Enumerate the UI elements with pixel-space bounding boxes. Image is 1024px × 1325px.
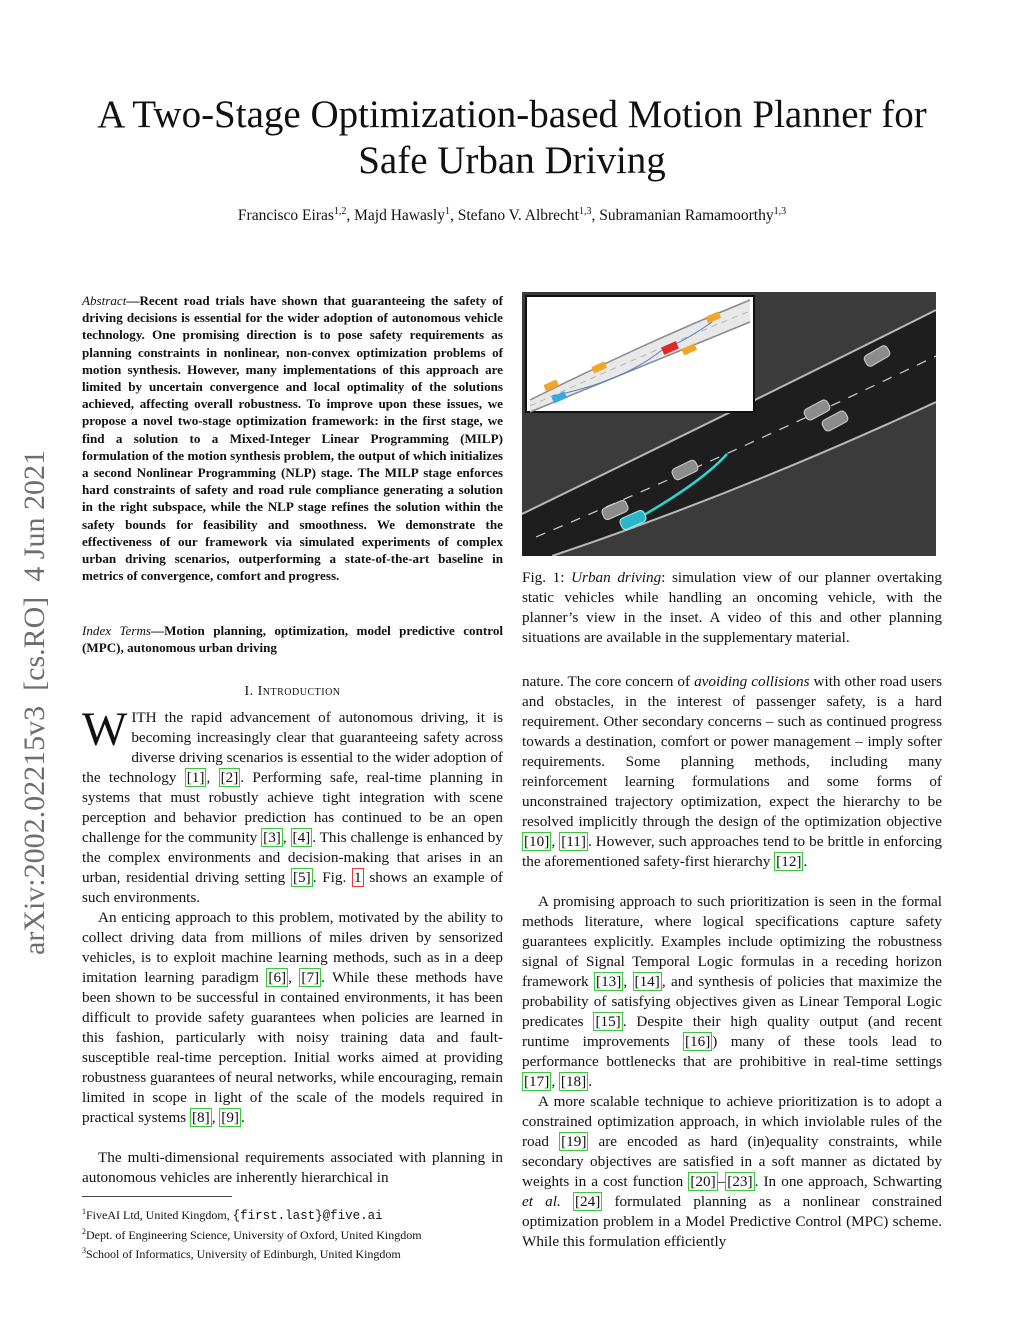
figure-urban-driving <box>522 292 936 556</box>
simulation-view <box>522 292 936 556</box>
citation-link[interactable]: [9] <box>221 1109 239 1126</box>
email-address: {first.last}@five.ai <box>232 1209 383 1223</box>
author-name: Majd Hawasly <box>354 207 445 225</box>
paper-title: A Two-Stage Optimization-based Motion Planner for Safe Urban Driving <box>97 93 927 182</box>
figure-caption: Fig. 1: Urban driving: simulation view of our planner overtaking static vehicles while handling an oncoming vehicle, with the planner’s view in the inset. A video of this and other planning situations are available in the supplementary material. <box>522 569 942 646</box>
citation-link[interactable]: [18] <box>560 1073 587 1090</box>
section-heading: I. Introduction <box>244 684 341 699</box>
footnote: $^1$FiveAI Ltd, United Kingdom, {first.last}@five.ai <box>82 1207 383 1223</box>
intro-paragraph-5: A promising approach to such prioritization is seen in the formal methods literature, where logical specifications capture safety guarantees explicitly. Examples include optimizing the robustness signal of Signal Temporal Logic formulas in a receding horizon framework [13] , [14] , and synthesis of policies that maximize the probability of satisfying objectives given as Linear Temporal Logic predicates [15] . Despite their high quality output (and recent runtime improvements [16] ) many of these tools lead to performance bottlenecks that are prohibitive in real-time settings [17] , [18] . <box>522 893 943 1090</box>
intro-paragraph-3: The multi-dimensional requirements associated with planning in autonomous vehicles are inherently hierarchical in <box>82 1149 503 1186</box>
abstract: Abstract—Recent road trials have shown that guaranteeing the safety of driving decisions is essential for the wider adoption of autonomous vehicle technology. One promising direction is to pose safety requirements as planning constraints in nonlinear, non-convex optimization problems of motion synthesis. However, many implementations of this approach are limited by uncertain convergence and local optimality of the solutions achieved, affecting overall robustness. To improve upon these issues, we propose a novel two-stage optimization framework: in the first stage, we find a solution to a Mixed-Integer Linear Programming (MILP) formulation of the motion synthesis problem, the output of which initializes a second Nonlinear Programming (NLP) stage. The MILP stage enforces hard constraints of safety and road rule compliance generating a solution in the right subspace, while the NLP stage refines the solution within the safety bounds for feasibility and smoothness. We demonstrate the effectiveness of our framework via simulated experiments of complex urban driving scenarios, outperforming a state-of-the-art baseline in metrics of convergence, comfort and progress. <box>82 293 503 584</box>
citation-link[interactable]: [14] <box>634 973 660 990</box>
citation-link[interactable]: [5] <box>292 869 311 886</box>
intro-paragraph-1: WITH the rapid advancement of autonomous driving, it is becoming increasingly clear that guaranteeing safety across diverse driving scenarios is essential to the wider adoption of the technology [1] , [2] . Performing safe, real-time planning in systems that must robustly achieve tight integration with scene perception and behavior prediction has continued to be an open challenge for the community [3] , [4] . This challenge is enhanced by the complex environments and decision-making that arises in an urban, residential driving setting [5] . Fig. 1 shows an example of such environments. <box>82 703 503 906</box>
footnote-rule <box>82 1196 232 1197</box>
arxiv-identifier[interactable]: arXiv:2002.02215v3 [cs.RO] 4 Jun 2021 <box>18 450 51 955</box>
citation-link[interactable]: [19] <box>561 1133 587 1150</box>
index-terms-text: Motion planning, optimization, model predictive control (MPC), autonomous urban driving <box>82 623 504 656</box>
footnote: $^3$School of Informatics, University of Edinburgh, United Kingdom <box>82 1246 401 1261</box>
citation-link[interactable]: [3] <box>263 829 281 846</box>
citation-link[interactable]: [17] <box>524 1073 550 1090</box>
citation-link[interactable]: [13] <box>596 973 622 990</box>
intro-paragraph-2: An enticing approach to this problem, motivated by the ability to collect driving data from millions of miles driven by sensorized vehicles, is to exploit machine learning methods, such as in a deep imitation learning paradigm [6] , [7] . While these methods have been shown to be successful in contained environments, it has been difficult to provide safety guarantees when policies are learned in this fashion, particularly with noisy training data and fault-susceptible real-time perception. Initial works aimed at providing robustness guarantees of neural networks, while encouraging, remain limited in scope in light of the scale of the models required in practical systems [8] , [9] . <box>82 909 503 1126</box>
citation-link[interactable]: [12] <box>776 853 802 870</box>
citation-link[interactable]: [11] <box>561 833 586 850</box>
abstract-label: Abstract <box>82 293 127 308</box>
citation-link[interactable]: [23] <box>727 1173 753 1190</box>
citation-link[interactable]: [4] <box>292 829 311 846</box>
author-name: Stefano V. Albrecht <box>457 207 579 225</box>
author-name: Francisco Eiras <box>237 207 334 225</box>
citation-link[interactable]: [1] <box>186 769 205 786</box>
citation-link[interactable]: [8] <box>191 1109 210 1126</box>
citation-link[interactable]: [10] <box>524 833 550 850</box>
author-list: Francisco Eiras$^{1,2}$, Majd Hawasly$^1$, Stefano V. Albrecht$^{1,3}$, Subramanian Ramamoorthy$^{1,3}$ <box>237 206 787 225</box>
citation-link[interactable]: [24] <box>574 1193 601 1210</box>
index-terms: Index Terms—Motion planning, optimization, model predictive control (MPC), autonomous urban driving <box>82 623 504 656</box>
intro-paragraph-6: A more scalable technique to achieve prioritization is to adopt a constrained optimization approach, in which inviolable rules of the road [19] are encoded as hard (in)equality constraints, while secondary objectives are satisfied in a soft manner as dictated by weights in a cost function [20] – [23] . In one approach, Schwarting et al. [24] formulated planning as a nonlinear constrained optimization problem in a Model Predictive Control (MPC) scheme. While this formulation efficiently <box>522 1093 943 1250</box>
citation-link[interactable]: [6] <box>268 969 287 986</box>
author-name: Subramanian Ramamoorthy <box>599 207 774 225</box>
drop-cap: W <box>82 703 128 756</box>
footnotes <box>82 1204 503 1262</box>
intro-paragraph-4: nature. The core concern of avoiding collisions with other road users and obstacles, in the interest of passenger safety, is a hard requirement. Other secondary concerns – such as continued progress towards a destination, comfort or power management – imply softer requirements. Some planning methods, including many reinforcement learning formulations and some forms of unconstrained trajectory optimization, expect the hierarchy to be resolved implicitly through the design of the optimization objective [10] , [11] . However, such approaches tend to be brittle in enforcing the aforementioned safety-first hierarchy [12] . <box>522 673 943 870</box>
citation-link[interactable]: [2] <box>220 769 239 786</box>
citation-link[interactable]: [7] <box>301 969 320 986</box>
footnote: $^2$Dept. of Engineering Science, University of Oxford, United Kingdom <box>82 1227 422 1242</box>
citation-link[interactable]: [20] <box>690 1173 716 1190</box>
citation-link[interactable]: [15] <box>595 1013 621 1030</box>
figure-ref-link[interactable]: 1 <box>354 869 362 886</box>
index-terms-label: Index Terms <box>82 623 151 638</box>
abstract-text: Recent road trials have shown that guaranteeing the safety of driving decisions is essential for the wider adoption of autonomous vehicle technology. One promising direction is to pose safety requirements as planning constraints in nonlinear, non-convex optimization problems of motion synthesis. However, many implementations of this approach are limited by uncertain convergence and local optimality of the solutions achieved, affecting overall robustness. To improve upon these issues, we propose a novel two-stage optimization framework: in the first stage, we find a solution to a Mixed-Integer Linear Programming (MILP) formulation of the motion synthesis problem, the output of which initializes a second Nonlinear Programming (NLP) stage. The MILP stage enforces hard constraints of safety and road rule compliance generating a solution in the right subspace, while the NLP stage refines the solution within the safety bounds for feasibility and smoothness. We demonstrate the effectiveness of our framework via simulated experiments of complex urban driving scenarios, outperforming a state-of-the-art baseline in metrics of convergence, comfort and progress. <box>82 293 503 584</box>
citation-link[interactable]: [16] <box>684 1033 711 1050</box>
